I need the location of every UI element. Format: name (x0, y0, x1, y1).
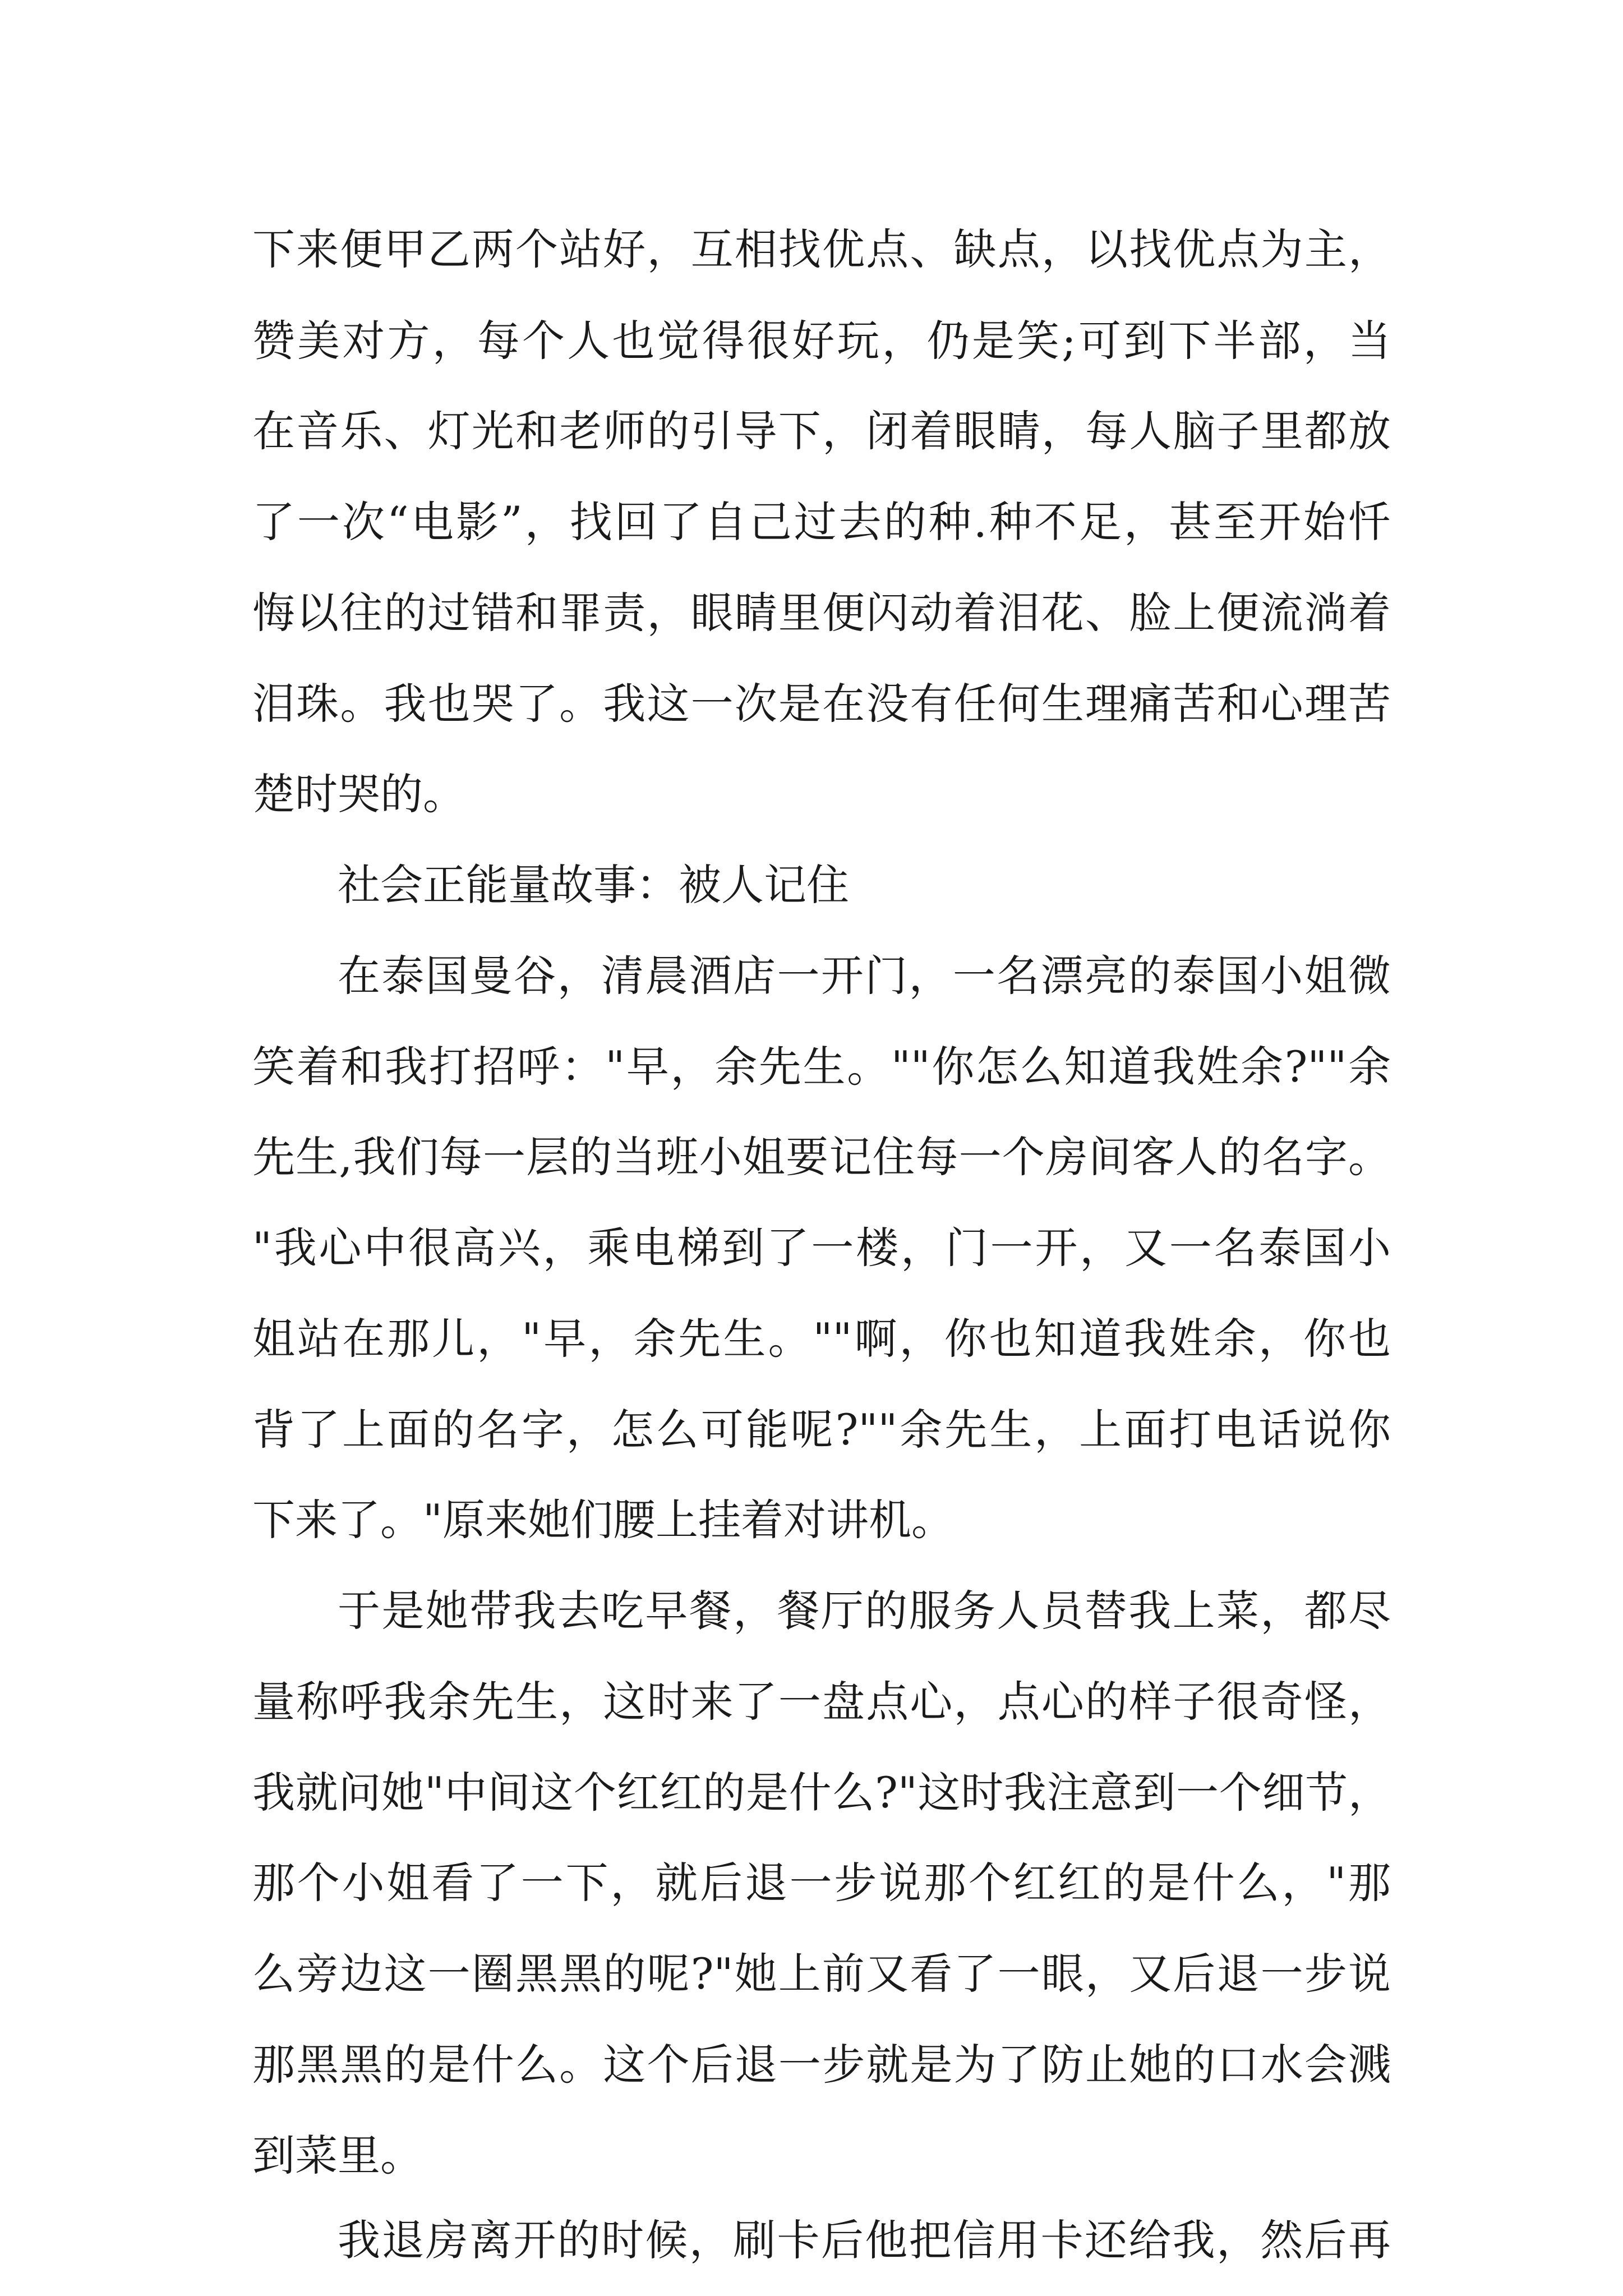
text-line: 先生,我们每一层的当班小姐要记住每一个房间客人的名字。 (252, 1132, 1391, 1182)
text-line: 下来便甲乙两个站好，互相找优点、缺点，以找优点为主， (252, 224, 1391, 274)
text-line: 背了上面的名字，怎么可能呢?""余先生，上面打电话说你 (252, 1405, 1391, 1455)
text-line: 到菜里。 (252, 2131, 423, 2180)
text-line: 于是她带我去吃早餐，餐厅的服务人员替我上菜，都尽 (338, 1586, 1391, 1636)
text-line: 我退房离开的时候，刷卡后他把信用卡还给我，然后再 (338, 2215, 1391, 2265)
text-line: 我就问她"中间这个红红的是什么?"这时我注意到一个细节， (252, 1768, 1391, 1818)
text-line: 悔以往的过错和罪责，眼睛里便闪动着泪花、脸上便流淌着 (252, 588, 1391, 638)
text-line: 笑着和我打招呼："早，余先生。""你怎么知道我姓余?""余 (252, 1042, 1391, 1092)
text-line: 在音乐、灯光和老师的引导下，闭着眼睛，每人脑子里都放 (252, 406, 1391, 456)
text-line: 楚时哭的。 (252, 769, 465, 819)
text-line: 赞美对方，每个人也觉得很好玩，仍是笑;可到下半部，当 (252, 316, 1391, 366)
text-line: 那黑黑的是什么。这个后退一步就是为了防止她的口水会溅 (252, 2040, 1391, 2090)
text-line: 量称呼我余先生，这时来了一盘点心，点心的样子很奇怪， (252, 1677, 1391, 1727)
text-line: 姐站在那儿，"早，余先生。""啊，你也知道我姓余，你也 (252, 1314, 1391, 1364)
text-line: 在泰国曼谷，清晨酒店一开门，一名漂亮的泰国小姐微 (338, 951, 1391, 1001)
text-line: 了一次“电影”，找回了自己过去的种.种不足，甚至开始忏 (252, 497, 1391, 547)
text-line: 泪珠。我也哭了。我这一次是在没有任何生理痛苦和心理苦 (252, 679, 1391, 729)
text-line: 下来了。"原来她们腰上挂着对讲机。 (252, 1495, 954, 1545)
section-heading: 社会正能量故事：被人记住 (338, 860, 849, 910)
text-line: 么旁边这一圈黑黑的呢?"她上前又看了一眼，又后退一步说 (252, 1949, 1391, 1999)
text-line: "我心中很高兴，乘电梯到了一楼，门一开，又一名泰国小 (252, 1223, 1391, 1273)
text-line: 那个小姐看了一下，就后退一步说那个红红的是什么，"那 (252, 1858, 1391, 1908)
